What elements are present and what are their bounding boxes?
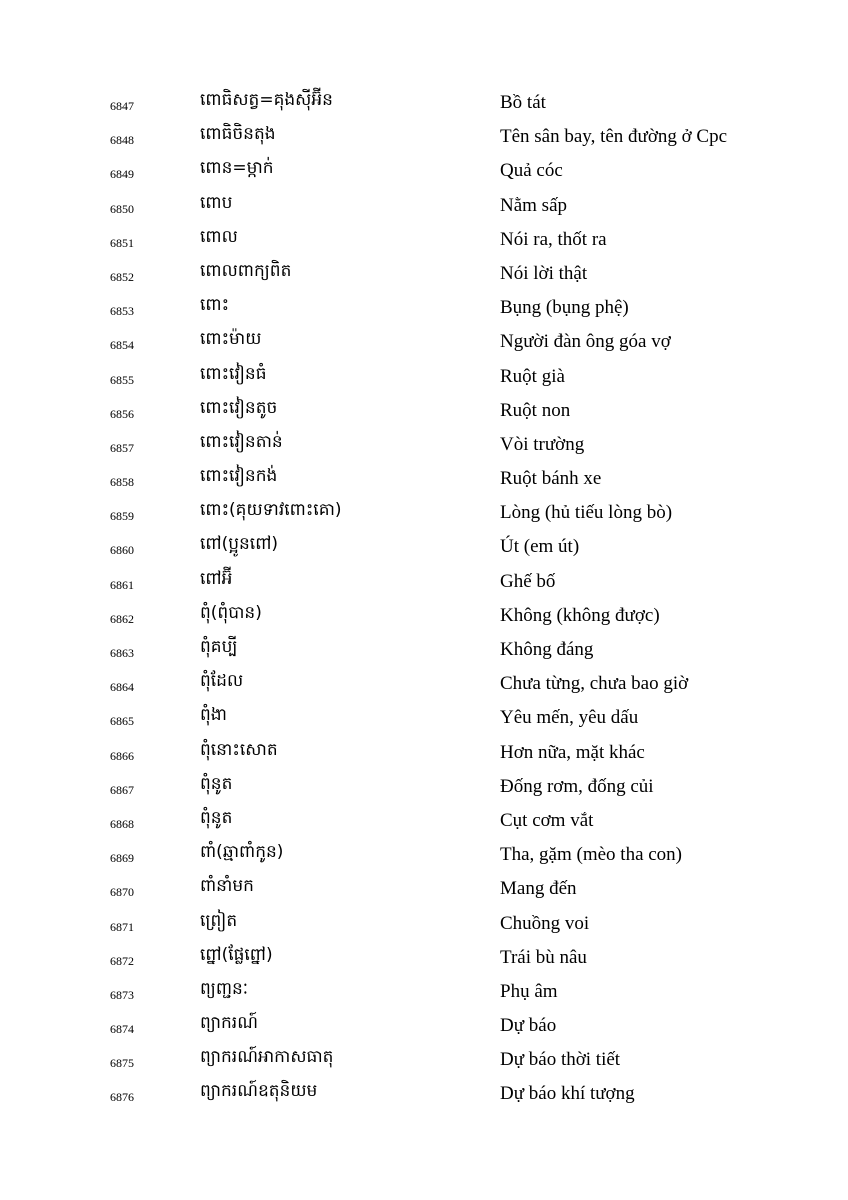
khmer-term: ពោធិចិនតុង <box>200 124 276 145</box>
entry-number: 6850 <box>110 201 134 216</box>
vietnamese-translation: Tha, gặm (mèo tha con) <box>500 844 683 866</box>
khmer-term: ពុំនូត <box>200 773 233 794</box>
khmer-term: ពោះ <box>200 295 230 316</box>
entry-number: 6860 <box>110 543 134 558</box>
entry-row <box>0 189 848 223</box>
entry-row <box>0 394 848 428</box>
khmer-term: ពុំ(ពុំបាន) <box>200 602 262 623</box>
entry-row <box>0 257 848 291</box>
vietnamese-translation: Nằm sấp <box>500 194 568 216</box>
entry-row <box>0 667 848 701</box>
entry-row <box>0 325 848 359</box>
entry-number: 6861 <box>110 577 134 592</box>
khmer-term: ព្យាករណ៍ឧតុនិយម <box>200 1081 318 1102</box>
khmer-term: ពុំដែល <box>200 671 244 692</box>
vietnamese-translation: Út (em út) <box>500 536 580 558</box>
entry-row <box>0 1009 848 1043</box>
khmer-term: ពោះ(គុយទាវពោះគោ) <box>200 500 342 521</box>
entry-row <box>0 360 848 394</box>
vietnamese-translation: Yêu mến, yêu dấu <box>500 707 639 729</box>
vietnamese-translation: Tên sân bay, tên đường ở Cpc <box>500 126 728 148</box>
entry-row <box>0 941 848 975</box>
khmer-term: ព្យាករណ៍អាកាសធាតុ <box>200 1047 334 1068</box>
vietnamese-translation: Vòi trường <box>500 433 585 455</box>
khmer-term: ព្រៀត <box>200 910 238 931</box>
entry-row <box>0 872 848 906</box>
khmer-term: ពៅ(ប្អូនពៅ) <box>200 534 279 555</box>
entry-row <box>0 770 848 804</box>
vietnamese-translation: Bụng (bụng phệ) <box>500 297 629 319</box>
vietnamese-translation: Cụt cơm vắt <box>500 809 594 831</box>
entry-row <box>0 462 848 496</box>
vietnamese-translation: Hơn nữa, mặt khác <box>500 741 645 763</box>
vietnamese-translation: Không đáng <box>500 639 594 660</box>
entry-number: 6852 <box>110 269 134 284</box>
khmer-term: ព្យាករណ៍ <box>200 1013 258 1034</box>
vietnamese-translation: Không (không được) <box>500 604 660 626</box>
entry-row <box>0 428 848 462</box>
entry-number: 6876 <box>110 1090 134 1105</box>
vietnamese-translation: Phụ âm <box>500 980 558 1002</box>
vietnamese-translation: Ruột bánh xe <box>500 468 602 490</box>
khmer-term: ពោល <box>200 226 238 247</box>
khmer-term: ពោន=ម្កាក់ <box>200 158 274 179</box>
entry-row <box>0 1043 848 1077</box>
vietnamese-translation: Đống rơm, đống củi <box>500 775 654 797</box>
vietnamese-translation: Bồ tát <box>500 92 546 113</box>
entry-number: 6858 <box>110 475 134 490</box>
vietnamese-translation: Dự báo khí tượng <box>500 1083 635 1105</box>
entry-number: 6863 <box>110 646 134 660</box>
khmer-term: ព្យញ្ជនៈ <box>200 978 249 999</box>
entry-number: 6875 <box>110 1056 134 1071</box>
entry-row <box>0 804 848 838</box>
entry-number: 6851 <box>110 235 134 250</box>
entry-list <box>0 86 848 1112</box>
entry-row <box>0 1077 848 1111</box>
khmer-term: ពោប <box>200 192 233 213</box>
entry-row <box>0 120 848 154</box>
khmer-term: ពុំនូត <box>200 807 233 828</box>
entry-number: 6866 <box>110 748 134 763</box>
khmer-term: ពោះវៀនតាន់ <box>200 431 283 452</box>
vietnamese-translation: Ruột non <box>500 399 571 421</box>
entry-number: 6856 <box>110 406 134 421</box>
vietnamese-translation: Nói lời thật <box>500 262 588 284</box>
vietnamese-translation: Ghế bố <box>500 570 556 592</box>
entry-number: 6847 <box>110 99 134 113</box>
entry-row <box>0 154 848 188</box>
khmer-term: ពោលពាក្យពិត <box>200 260 292 281</box>
entry-row <box>0 291 848 325</box>
entry-number: 6865 <box>110 714 134 729</box>
entry-row <box>0 599 848 633</box>
entry-row <box>0 736 848 770</box>
entry-row <box>0 975 848 1009</box>
entry-row <box>0 565 848 599</box>
entry-number: 6854 <box>110 338 134 353</box>
khmer-term: ពាំនាំមក <box>200 876 254 897</box>
entry-number: 6853 <box>110 304 134 319</box>
khmer-term: ពាំ(ឆ្មាពាំកូន) <box>200 842 284 863</box>
entry-number: 6849 <box>110 167 134 182</box>
vietnamese-translation: Chuồng voi <box>500 912 590 934</box>
khmer-term: ពុំគប្បី <box>200 637 238 657</box>
entry-row <box>0 701 848 735</box>
entry-number: 6848 <box>110 133 134 148</box>
vietnamese-translation: Ruột già <box>500 365 565 387</box>
khmer-term: ពុំងា <box>200 705 227 726</box>
entry-number: 6871 <box>110 919 134 934</box>
entry-number: 6872 <box>110 953 134 968</box>
entry-number: 6873 <box>110 987 134 1002</box>
khmer-term: ពោះវៀនតូច <box>200 397 278 418</box>
entry-row <box>0 907 848 941</box>
entry-number: 6870 <box>110 885 134 900</box>
vietnamese-translation: Trái bù nâu <box>500 946 587 968</box>
vietnamese-translation: Người đàn ông góa vợ <box>500 331 671 353</box>
khmer-term: ព្នៅ(ផ្លែព្នៅ) <box>200 944 273 965</box>
entry-number: 6855 <box>110 372 134 387</box>
entry-row <box>0 496 848 530</box>
vietnamese-translation: Mang đến <box>500 878 577 900</box>
entry-row <box>0 633 848 667</box>
vietnamese-translation: Chưa từng, chưa bao giờ <box>500 673 689 695</box>
vietnamese-translation: Quả cóc <box>500 160 563 182</box>
entry-number: 6869 <box>110 851 134 866</box>
vietnamese-translation: Dự báo thời tiết <box>500 1049 621 1071</box>
entry-row <box>0 86 848 120</box>
vietnamese-translation: Nói ra, thốt ra <box>500 228 607 250</box>
khmer-term: ពោះម៉ាយ <box>200 329 262 350</box>
entry-row <box>0 530 848 564</box>
vietnamese-translation: Dự báo <box>500 1015 557 1037</box>
entry-number: 6862 <box>110 611 134 626</box>
entry-row <box>0 838 848 872</box>
entry-number: 6864 <box>110 680 134 695</box>
vietnamese-translation: Lòng (hủ tiếu lòng bò) <box>500 502 673 524</box>
entry-number: 6857 <box>110 440 134 455</box>
entry-row <box>0 223 848 257</box>
entry-number: 6859 <box>110 509 134 524</box>
khmer-term: ពុំនោះសោត <box>200 739 278 760</box>
entry-number: 6867 <box>110 782 134 797</box>
khmer-term: ពោះវៀនកង់ <box>200 466 278 487</box>
khmer-term: ពោធិសត្វ=គុងស៊ីអ៊ីន <box>200 90 333 110</box>
entry-number: 6868 <box>110 816 134 831</box>
khmer-term: ពៅអ៊ី <box>200 568 233 589</box>
entry-number: 6874 <box>110 1022 134 1037</box>
khmer-term: ពោះវៀនធំ <box>200 363 267 384</box>
